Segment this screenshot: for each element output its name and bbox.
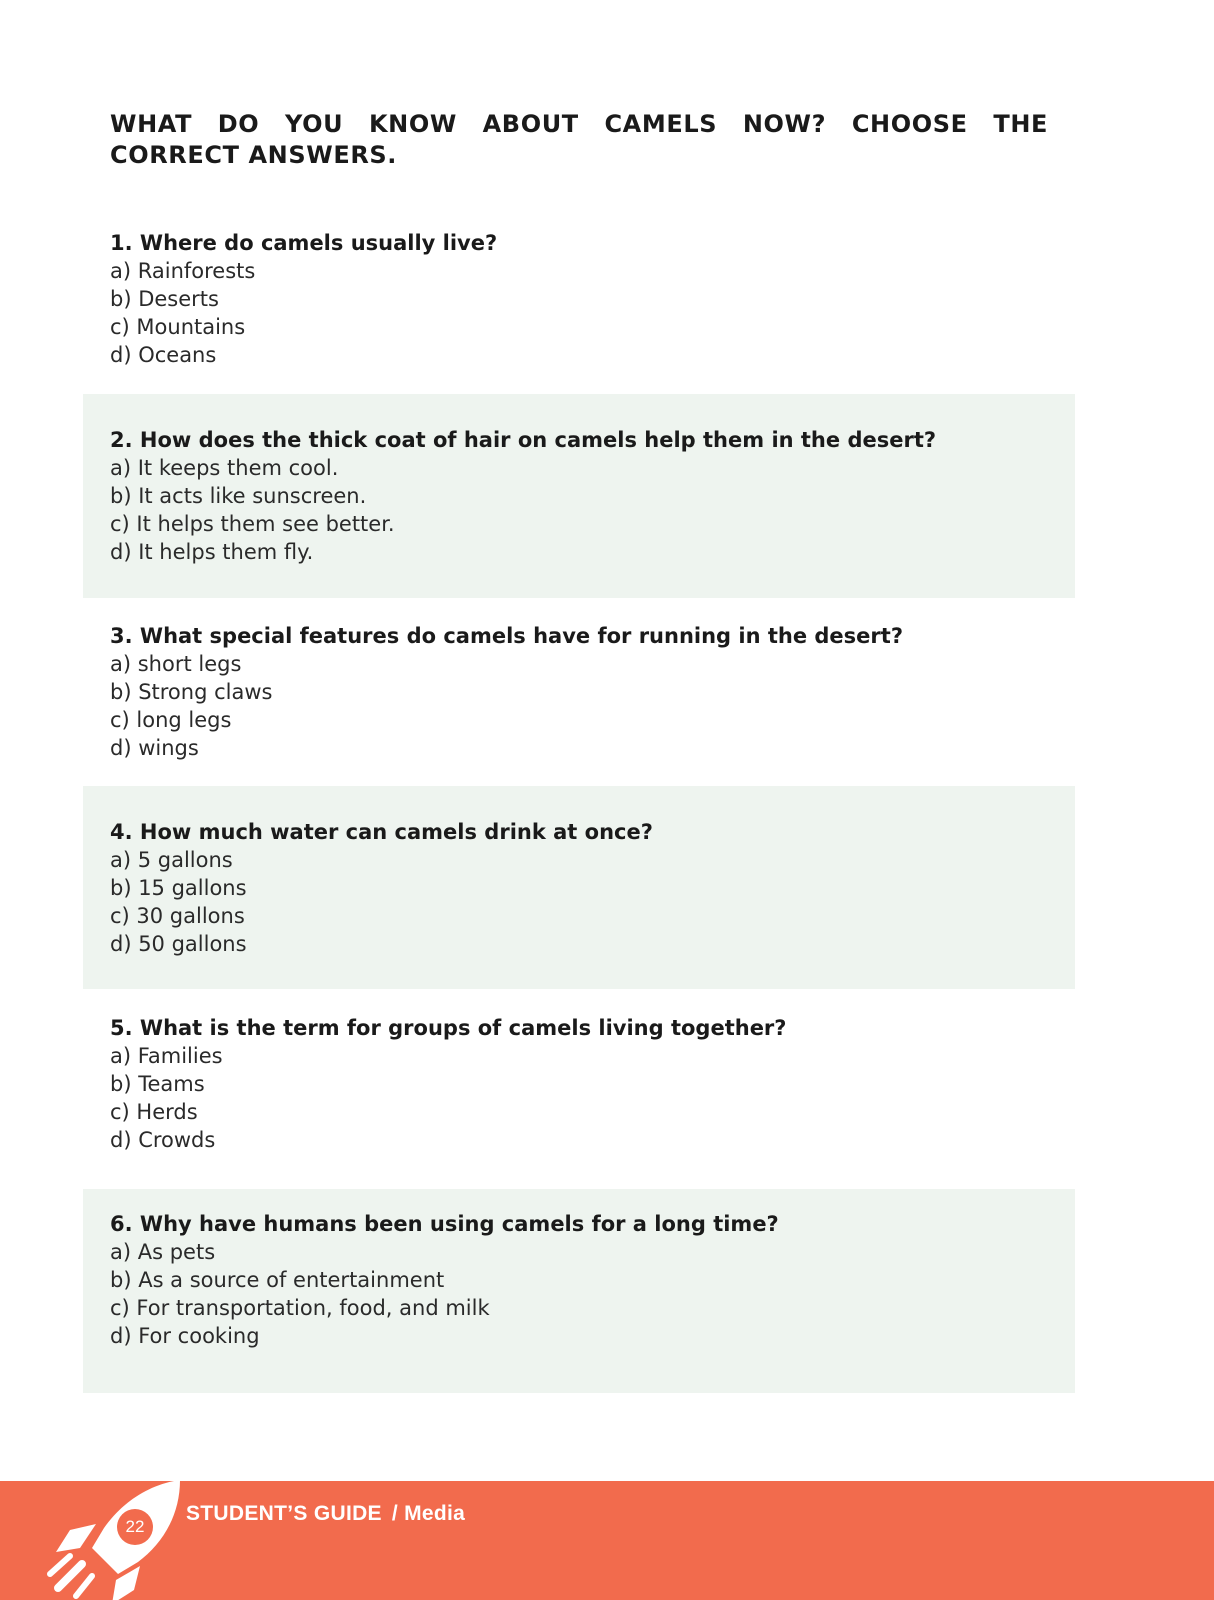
footer-label xyxy=(186,1502,465,1526)
rocket-icon xyxy=(40,1478,190,1600)
question-1-option-d: d) Oceans xyxy=(110,343,217,367)
question-2-option-d: d) It helps them fly. xyxy=(110,540,314,564)
question-3-option-a: a) short legs xyxy=(110,652,242,676)
question-1-text: 1. Where do camels usually live? xyxy=(110,231,498,255)
question-5-option-c: c) Herds xyxy=(110,1100,198,1124)
question-1-option-c: c) Mountains xyxy=(110,315,246,339)
question-2-option-c: c) It helps them see better. xyxy=(110,512,395,536)
question-5-option-a: a) Families xyxy=(110,1044,223,1068)
question-6-option-a: a) As pets xyxy=(110,1240,216,1264)
question-4-option-a: a) 5 gallons xyxy=(110,848,233,872)
question-3-option-d: d) wings xyxy=(110,736,199,760)
question-3-text: 3. What special features do camels have for running in the desert? xyxy=(110,624,903,648)
question-1-option-b: b) Deserts xyxy=(110,287,219,311)
question-5-option-b: b) Teams xyxy=(110,1072,205,1096)
question-3-option-c: c) long legs xyxy=(110,708,232,732)
question-4-option-c: c) 30 gallons xyxy=(110,904,245,928)
question-6-option-b: b) As a source of entertainment xyxy=(110,1268,445,1292)
footer-section-label: / Media xyxy=(391,1502,466,1525)
question-5-text: 5. What is the term for groups of camels living together? xyxy=(110,1016,787,1040)
page-number: 22 xyxy=(117,1509,153,1545)
question-6-option-d: d) For cooking xyxy=(110,1324,260,1348)
question-5-option-d: d) Crowds xyxy=(110,1128,216,1152)
question-2-option-a: a) It keeps them cool. xyxy=(110,456,339,480)
question-3-option-b: b) Strong claws xyxy=(110,680,273,704)
question-6-option-c: c) For transportation, food, and milk xyxy=(110,1296,490,1320)
question-4-text: 4. How much water can camels drink at once? xyxy=(110,820,653,844)
page-title: WHAT DO YOU KNOW ABOUT CAMELS NOW? CHOOSE THE CORRECT ANSWERS. xyxy=(110,110,1048,169)
question-2-option-b: b) It acts like sunscreen. xyxy=(110,484,367,508)
question-6-text: 6. Why have humans been using camels for a long time? xyxy=(110,1212,779,1236)
question-1-option-a: a) Rainforests xyxy=(110,259,256,283)
question-4-option-d: d) 50 gallons xyxy=(110,932,247,956)
footer-guide-label: STUDENT’S GUIDE xyxy=(186,1502,382,1525)
question-2-text: 2. How does the thick coat of hair on camels help them in the desert? xyxy=(110,428,937,452)
question-4-option-b: b) 15 gallons xyxy=(110,876,247,900)
